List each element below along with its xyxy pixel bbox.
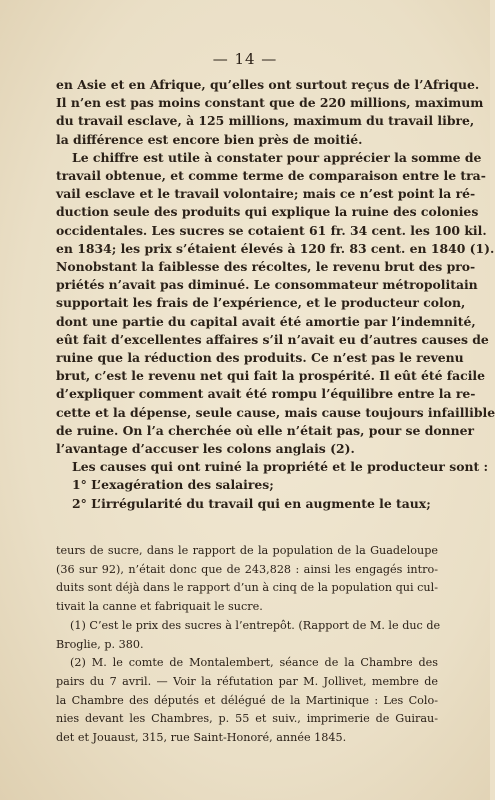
text-line: duction seule des produits qui explique la ruine des colonies	[56, 204, 479, 220]
footnote-continuation	[56, 542, 438, 617]
text-line: Les causes qui ont ruiné la propriété et le producteur sont :	[72, 459, 489, 475]
footnote-line: tivait la canne et fabriquait le sucre.	[56, 600, 263, 614]
footnote-line: nies devant les Chambres, p. 55 et suiv., imprimerie de Guirau-	[56, 712, 438, 726]
footnote-line: det et Jouaust, 315, rue Saint-Honoré, année 1845.	[56, 731, 347, 745]
footnote-line: teurs de sucre, dans le rapport de la population de la Guadeloupe	[56, 544, 438, 557]
footnote-2	[56, 654, 438, 748]
text-line: l’avantage d’accuser les colons anglais (2).	[56, 441, 355, 457]
causes-list	[56, 476, 438, 512]
text-line: Nonobstant la faiblesse des récoltes, le revenu brut des pro-	[56, 259, 476, 275]
footnote-line: la Chambre des députés et délégué de la Martinique : Les Colo-	[56, 693, 438, 707]
text-line: du travail esclave, à 125 millions, maximum du travail libre,	[56, 113, 475, 129]
footnote-line: pairs du 7 avril. — Voir la réfutation par M. Jollivet, membre de	[56, 674, 438, 688]
footnote-line: Broglie, p. 380.	[56, 637, 144, 651]
text-line: en 1834; les prix s’étaient élevés à 120 fr. 83 cent. en 1840 (1).	[56, 240, 495, 256]
text-line: Le chiffre est utile à constater pour apprécier la somme de	[72, 149, 482, 165]
footnote-line: (1) C’est le prix des sucres à l’entrepôt. (Rapport de M. le duc de	[70, 618, 441, 632]
main-text	[56, 76, 495, 513]
text-line: la différence est encore bien près de moitié.	[56, 131, 363, 147]
text-line: ruine que la réduction des produits. Ce n’est pas le revenu	[56, 350, 464, 366]
list-item: 2° L’irrégularité du travail qui en augmente le taux;	[72, 495, 431, 511]
text-line: dont une partie du capital avait été amortie par l’indemnité,	[56, 313, 476, 329]
text-line: eût fait d’excellentes affaires s’il n’avait eu d’autres causes de	[56, 331, 489, 347]
text-line: d’expliquer comment avait été rompu l’équilibre entre la re-	[56, 386, 476, 402]
text-line: vail esclave et le travail volontaire; mais ce n’est point la ré-	[56, 186, 476, 202]
text-line: en Asie et en Afrique, qu’elles ont surtout reçus de l’Afrique.	[56, 77, 480, 92]
footnotes	[56, 542, 441, 748]
footnote-line: (2) M. le comte de Montalembert, séance de la Chambre des	[70, 656, 438, 670]
page-number: — 14 —	[212, 50, 278, 68]
text-line: cette et la dépense, seule cause, mais cause toujours infaillible	[56, 404, 495, 420]
footnote-line: duits sont déjà dans le rapport d’un à cinq de la population qui cul-	[56, 581, 438, 595]
paragraph-3	[56, 458, 489, 476]
list-item: 1° L’exagération des salaires;	[72, 477, 274, 493]
text-line: brut, c’est le revenu net qui fait la prospérité. Il eût été facile	[56, 368, 486, 384]
text-line: supportait les frais de l’expérience, et le producteur colon,	[56, 295, 466, 311]
text-line: de ruine. On l’a cherchée où elle n’était pas, pour se donner	[56, 422, 475, 438]
text-line: priétés n’avait pas diminué. Le consommateur métropolitain	[56, 277, 478, 293]
paragraph-1	[56, 76, 484, 149]
text-line: occidentales. Les sucres se cotaient 61 fr. 34 cent. les 100 kil.	[56, 222, 487, 238]
text-line: Il n’en est pas moins constant que de 220 millions, maximum	[56, 95, 484, 111]
footnote-line: (36 sur 92), n’était donc que de 243,828 : ainsi les engagés intro-	[56, 562, 438, 576]
paragraph-2	[56, 149, 495, 458]
text-line: travail obtenue, et comme terme de comparaison entre le tra-	[56, 168, 486, 184]
footnote-1	[56, 617, 441, 654]
